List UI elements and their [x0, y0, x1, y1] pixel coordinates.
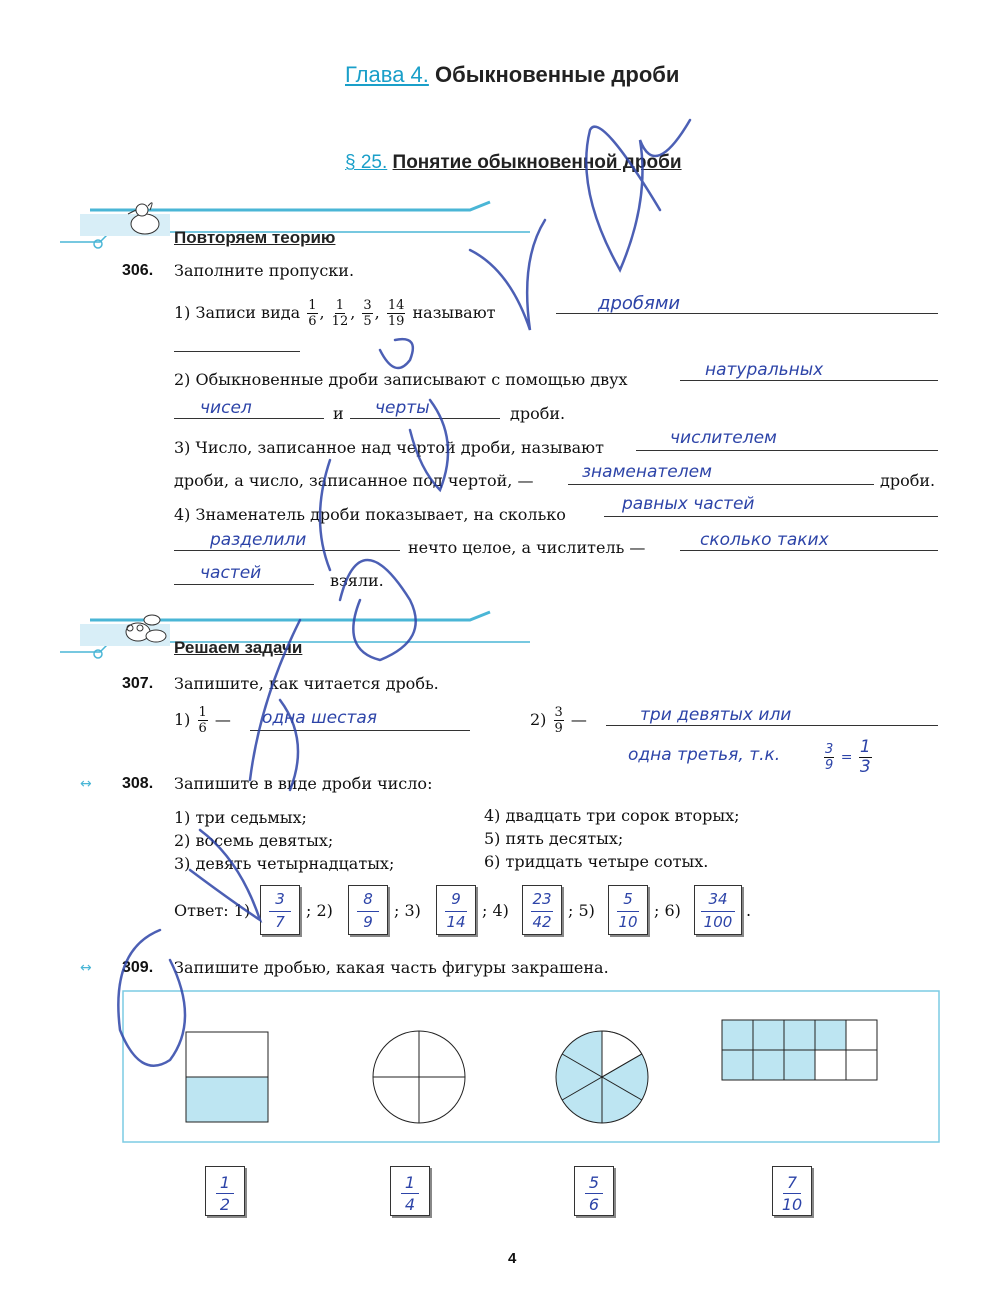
problem-308-task: Запишите в виде дроби число:	[174, 774, 433, 793]
page-number: 4	[508, 1250, 517, 1267]
numerator: 3	[825, 742, 834, 757]
s4-end: взяли.	[330, 571, 384, 590]
s2-and: и	[333, 404, 344, 423]
list-item: 5) пять десятых;	[484, 829, 624, 848]
numerator: 5	[623, 890, 633, 908]
s2-end: дроби.	[510, 404, 566, 423]
denominator: 14	[446, 913, 466, 931]
handwritten-answer: дробями	[598, 293, 681, 314]
handwritten-answer: равных частей	[622, 494, 755, 514]
double-arrow-icon: ↔	[80, 960, 92, 976]
s3-text2: дроби, а число, записанное под чертой, —	[174, 471, 534, 490]
separator: ; 6)	[654, 901, 681, 920]
denominator: 2	[219, 1195, 231, 1214]
numerator: 9	[451, 890, 461, 908]
handwritten-answer: частей	[200, 563, 262, 583]
denominator: 3	[859, 757, 871, 777]
numerator: 34	[708, 890, 728, 908]
item-label: 2)	[530, 710, 547, 729]
handwritten-answer: черты	[375, 398, 430, 418]
numerator: 1	[335, 298, 345, 313]
numerator: 1	[308, 298, 317, 313]
denominator: 7	[275, 913, 285, 931]
numerator: 3	[363, 298, 372, 313]
denominator: 12	[331, 314, 349, 329]
double-arrow-icon: ↔	[80, 776, 92, 792]
numerator: 3	[554, 705, 563, 720]
numerator: 3	[275, 890, 285, 908]
s4-text: 4) Знаменатель дроби показывает, на сколько	[174, 505, 566, 524]
s2-text: 2) Обыкновенные дроби записывают с помощью двух	[174, 370, 628, 389]
problem-307-task: Запишите, как читается дробь.	[174, 674, 439, 693]
numerator: 7	[786, 1173, 798, 1192]
list-item: 1) три седьмых;	[174, 808, 307, 827]
problem-306-number: 306.	[122, 262, 154, 279]
denominator: 9	[554, 721, 563, 736]
separator: ; 2)	[306, 901, 333, 920]
problem-306-line1: 1) Записи вида $\frac{1}{6}$ , $\frac{1}{12}$ , $\frac{3}{5}$ , $\frac{14}{19}$ называют	[174, 298, 496, 329]
numerator: 8	[363, 890, 373, 908]
denominator: 9	[825, 758, 834, 773]
numerator: 1	[219, 1173, 231, 1192]
denominator: 9	[363, 913, 373, 931]
list-item: 6) тридцать четыре сотых.	[484, 852, 709, 871]
problem-308-number: 308.	[122, 775, 154, 792]
handwritten-answer: три девятых или	[640, 705, 792, 725]
paragraph-number: § 25.	[345, 152, 388, 173]
numerator: 14	[387, 298, 405, 313]
s3-end: дроби.	[880, 471, 936, 490]
denominator: 6	[198, 721, 207, 736]
chapter-name: Обыкновенные дроби	[435, 62, 680, 87]
handwritten-answer: натуральных	[705, 360, 824, 380]
problem-306-task: Заполните пропуски.	[174, 261, 355, 280]
numerator: 1	[198, 705, 207, 720]
item-label: 1)	[174, 710, 191, 729]
list-item: 2) восемь девятых;	[174, 831, 334, 850]
handwritten-answer: числителем	[670, 428, 777, 448]
separator: ; 3)	[394, 901, 421, 920]
list-item: 4) двадцать три сорок вторых;	[484, 806, 740, 825]
s1-suffix: называют	[412, 303, 496, 322]
separator: ; 4)	[482, 901, 509, 920]
handwritten-answer: знаменателем	[582, 462, 712, 482]
numerator: 5	[588, 1173, 600, 1192]
denominator: 19	[387, 314, 405, 329]
paragraph-name: Понятие обыкновенной дроби	[392, 152, 682, 173]
dash: —	[214, 710, 231, 729]
answer-label: Ответ: 1)	[174, 901, 251, 920]
numerator: 1	[859, 737, 871, 757]
denominator: 42	[532, 913, 552, 931]
denominator: 6	[588, 1195, 600, 1214]
dash: —	[570, 710, 587, 729]
denominator: 10	[618, 913, 638, 931]
section-problems-heading: Решаем задачи	[174, 638, 303, 657]
handwritten-equation: $\frac{3}{9}$ = $\frac{1}{3}$	[825, 737, 871, 777]
list-item: 3) девять четырнадцатых;	[174, 854, 395, 873]
problem-307-number: 307.	[122, 675, 154, 692]
handwritten-answer: сколько таких	[700, 530, 829, 550]
s1-prefix: 1) Записи вида	[174, 303, 301, 322]
denominator: 5	[363, 314, 372, 329]
denominator: 10	[781, 1195, 803, 1214]
problem-309-number: 309.	[122, 959, 154, 976]
separator: ; 5)	[568, 901, 595, 920]
handwritten-answer: чисел	[200, 398, 252, 418]
handwritten-answer: разделили	[210, 530, 307, 550]
handwritten-answer: одна шестая	[262, 708, 377, 728]
section-theory-heading: Повторяем теорию	[174, 228, 336, 247]
denominator: 4	[404, 1195, 416, 1214]
problem-309-task: Запишите дробью, какая часть фигуры закрашена.	[174, 958, 609, 977]
s3-text: 3) Число, записанное над чертой дроби, называют	[174, 438, 604, 457]
handwritten-answer: одна третья, т.к.	[628, 745, 781, 765]
numerator: 1	[404, 1173, 416, 1192]
numerator: 23	[532, 890, 552, 908]
denominator: 6	[308, 314, 317, 329]
denominator: 100	[703, 913, 733, 931]
chapter-number: Глава 4.	[345, 62, 429, 87]
separator: .	[746, 901, 752, 920]
s4-text2: нечто целое, а числитель —	[408, 538, 646, 557]
